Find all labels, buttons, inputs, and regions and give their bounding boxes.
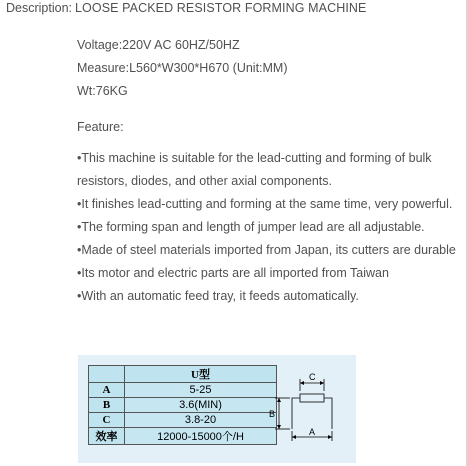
table-row	[89, 383, 277, 398]
weight-spec: Wt:76KG	[77, 84, 128, 98]
feature-item: •The forming span and length of jumper lead are all adjustable.	[77, 220, 425, 234]
table-header-row	[89, 366, 277, 383]
feature-item: •It finishes lead-cutting and forming at the same time, very powerful.	[77, 197, 453, 211]
spec-panel	[78, 355, 356, 463]
feature-heading: Feature:	[77, 120, 124, 134]
resistor-body	[300, 394, 324, 402]
left-lead	[292, 398, 300, 429]
table-row	[89, 413, 277, 428]
voltage-spec: Voltage:220V AC 60HZ/50HZ	[77, 38, 240, 52]
product-title: LOOSE PACKED RESISTOR FORMING MACHINE	[75, 1, 367, 15]
table-key: 效率	[89, 428, 125, 445]
label-b: B	[269, 409, 276, 419]
right-lead	[324, 398, 332, 429]
table-row	[89, 398, 277, 413]
feature-list	[77, 147, 462, 308]
label-a: A	[309, 427, 316, 437]
table-key: B	[89, 398, 125, 413]
feature-item: •With an automatic feed tray, it feeds automatically.	[77, 289, 359, 303]
spec-table	[88, 365, 277, 445]
label-c: C	[309, 372, 316, 382]
table-header: U型	[125, 366, 277, 383]
table-key: A	[89, 383, 125, 398]
table-value: 12000-15000个/H	[125, 428, 277, 445]
table-header-corner	[89, 366, 125, 383]
description-label: Description:	[6, 1, 72, 15]
table-value: 3.8-20	[125, 413, 277, 428]
table-value: 5-25	[125, 383, 277, 398]
measure-spec: Measure:L560*W300*H670 (Unit:MM)	[77, 61, 288, 75]
feature-item: •Its motor and electric parts are all imported from Taiwan	[77, 266, 389, 280]
table-value: 3.6(MIN)	[125, 398, 277, 413]
feature-item: •This machine is suitable for the lead-cutting and forming of bulk resistors, diodes, and other axial components.	[77, 151, 432, 188]
table-row	[89, 428, 277, 445]
feature-item: •Made of steel materials imported from Japan, its cutters are durable	[77, 243, 456, 257]
resistor-diagram	[266, 369, 350, 449]
table-key: C	[89, 413, 125, 428]
